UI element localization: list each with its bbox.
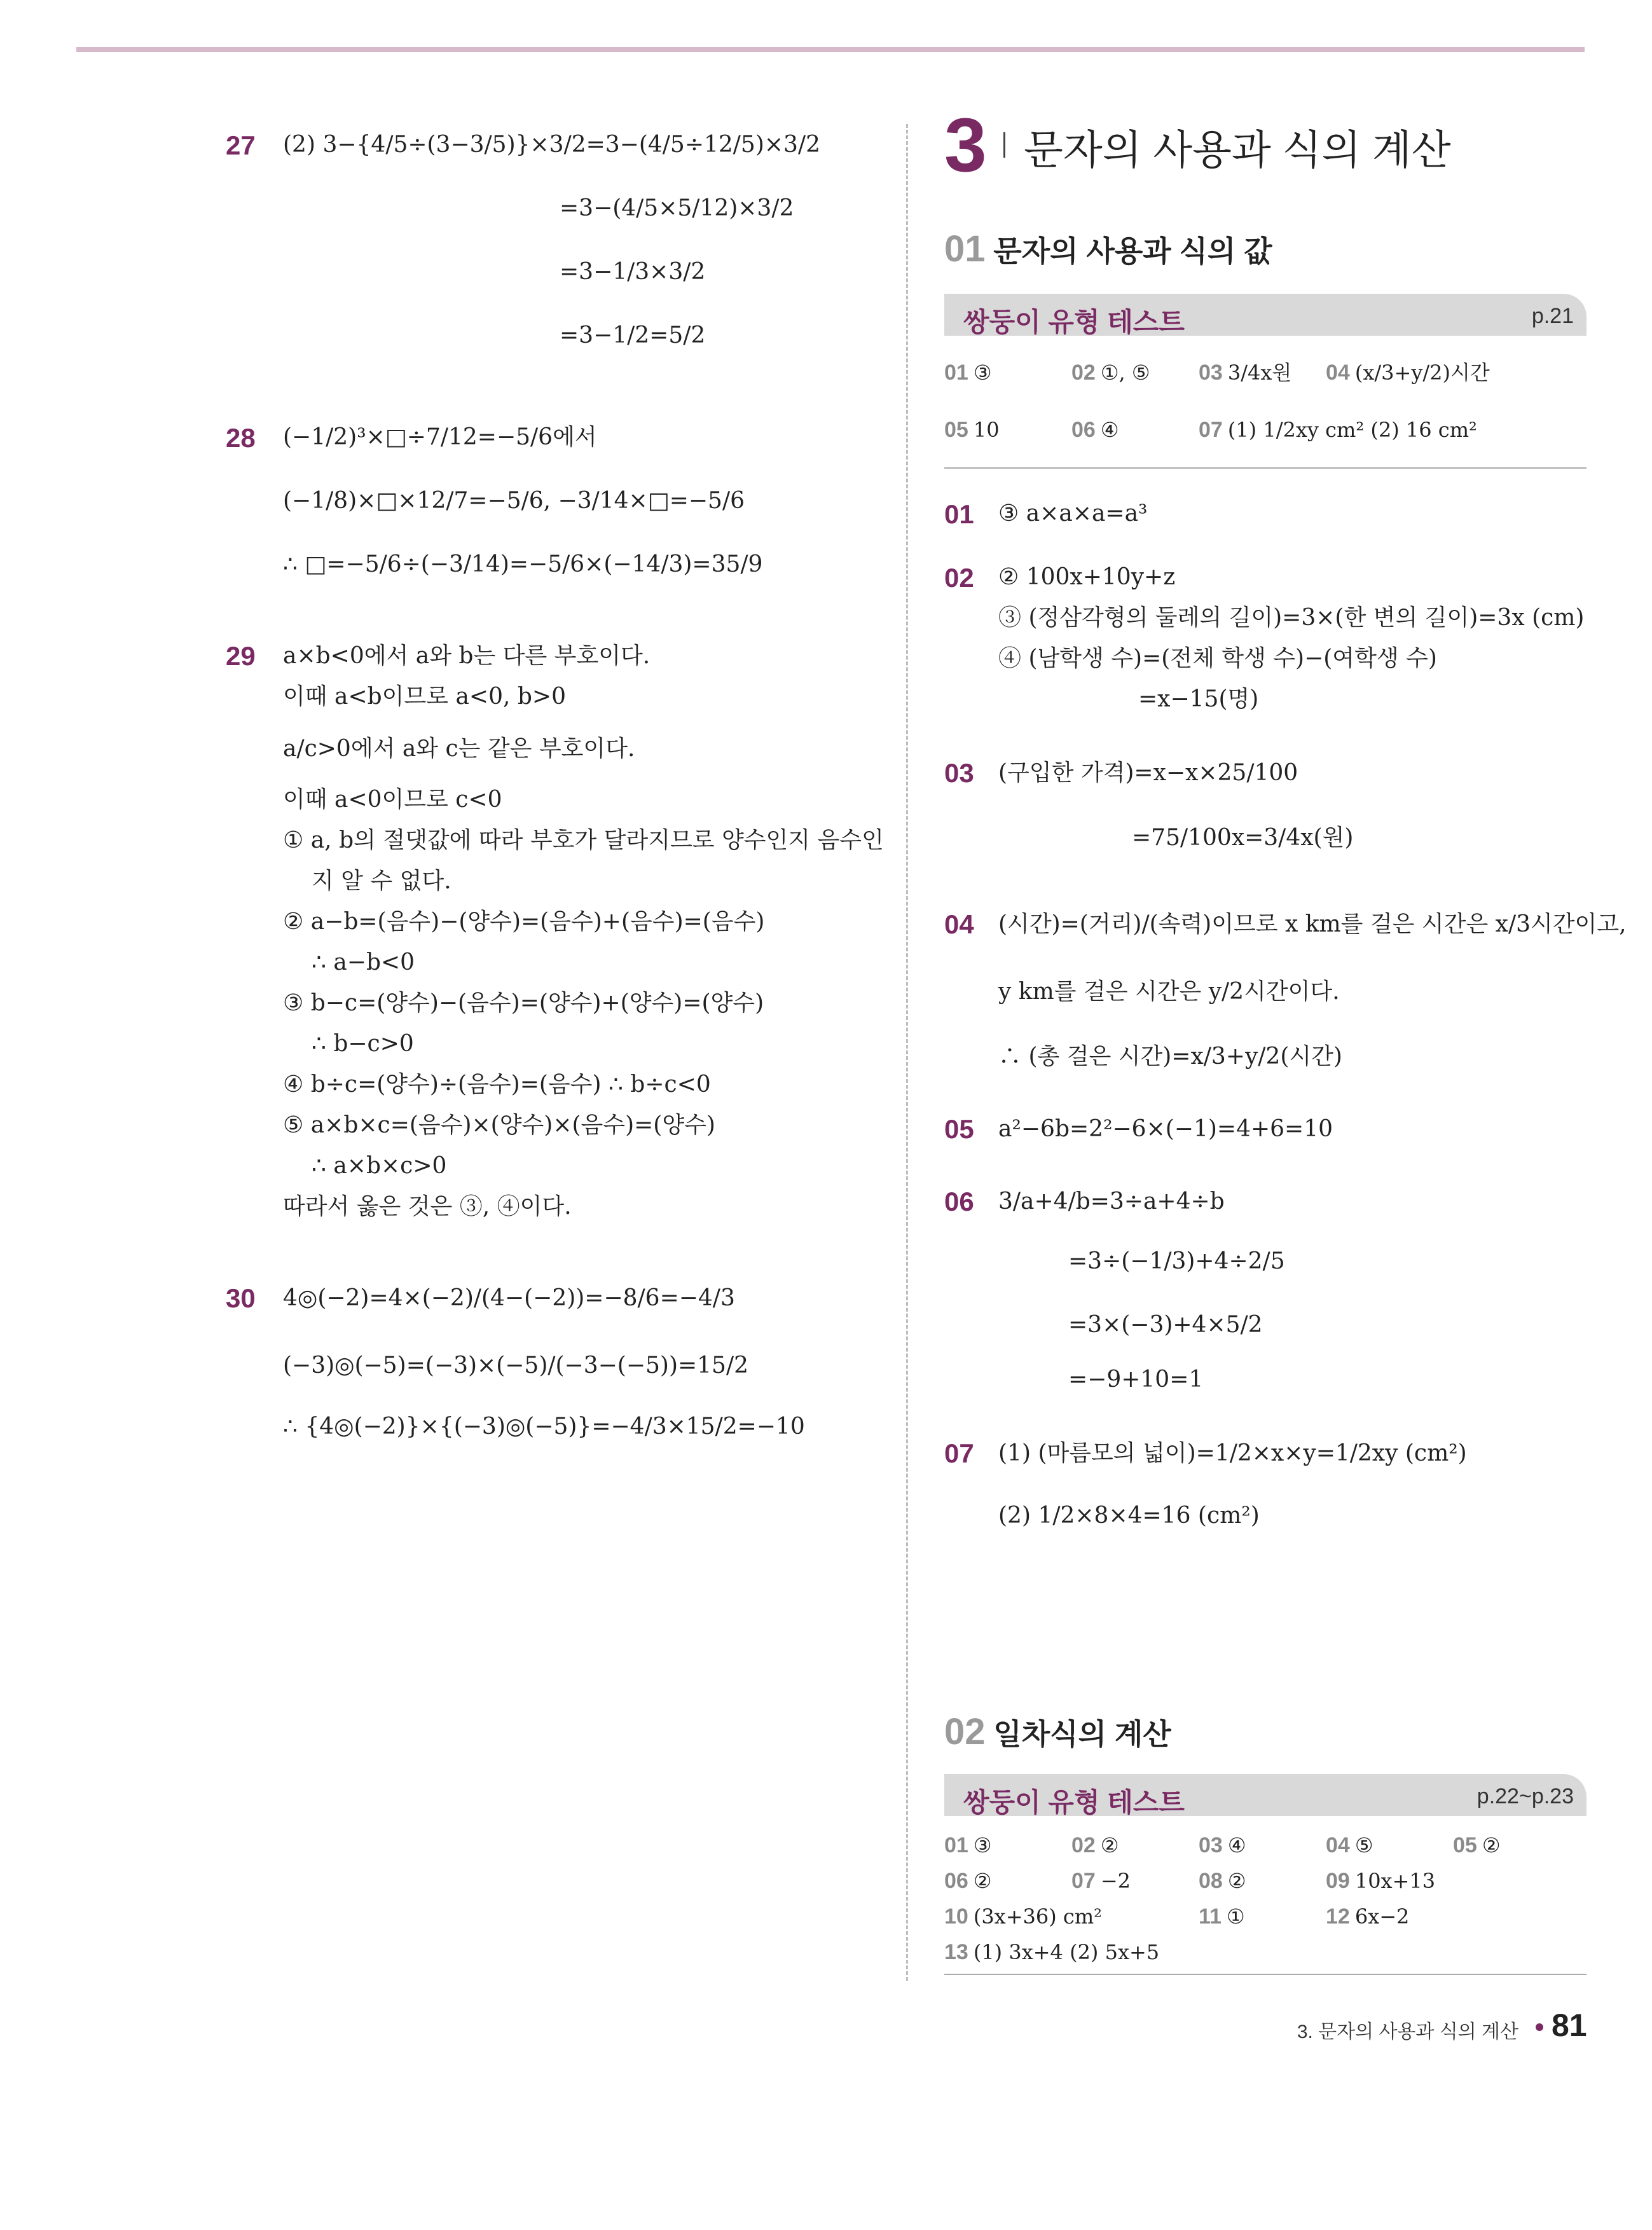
problem-number: 01 — [944, 499, 974, 529]
solution-line: (2) 1/2×8×4=16 (cm²) — [998, 1503, 1260, 1529]
solution-line: ④ b÷c=(양수)÷(음수)=(음수) ∴ b÷c<0 — [283, 1071, 711, 1098]
solution-line: (시간)=(거리)/(속력)이므로 x km를 걸은 시간은 x/3시간이고, — [998, 911, 1627, 937]
answer-item: 01 ③ — [944, 1833, 992, 1857]
test-band — [944, 294, 1587, 336]
solution-line: (구입한 가격)=x−x×25/100 — [998, 760, 1298, 786]
solution-line: =3−(4/5×5/12)×3/2 — [560, 195, 794, 221]
solution-line: (−1/8)×□×12/7=−5/6, −3/14×□=−5/6 — [283, 488, 745, 514]
solution-line: =3÷(−1/3)+4÷2/5 — [1068, 1248, 1285, 1274]
answer-item: 01 ③ — [944, 361, 992, 385]
solution-line: ③ (정삼각형의 둘레의 길이)=3×(한 변의 길이)=3x (cm) — [998, 605, 1585, 631]
problem-number: 28 — [226, 423, 256, 453]
answer-item: 11 ① — [1199, 1904, 1245, 1929]
solution-line: =3−1/2=5/2 — [560, 322, 706, 348]
answer-item: 12 6x−2 — [1326, 1904, 1410, 1929]
solution-line: ∴ a−b<0 — [312, 949, 415, 975]
solution-line: ∴ (총 걸은 시간)=x/3+y/2(시간) — [998, 1043, 1342, 1070]
solution-line: (2) 3−{4/5÷(3−3/5)}×3/2=3−(4/5÷12/5)×3/2 — [283, 132, 820, 158]
answer-item: 06 ② — [944, 1869, 992, 1893]
section-title: 문자의 사용과 식의 값 — [993, 235, 1272, 268]
section-heading — [944, 228, 1272, 270]
problem-number: 02 — [944, 563, 974, 593]
band-page-ref: p.22~p.23 — [1476, 1784, 1574, 1808]
answer-item: 03 3/4x원 — [1199, 361, 1292, 385]
footer-chapter-title: 3. 문자의 사용과 식의 계산 — [1297, 2021, 1518, 2042]
divider-line — [944, 1974, 1587, 1975]
answer-item: 10 (3x+36) cm² — [944, 1904, 1102, 1929]
solution-line: ② 100x+10y+z — [998, 564, 1176, 590]
section-heading — [944, 1710, 1171, 1753]
problem-number: 30 — [226, 1283, 256, 1313]
answer-item: 09 10x+13 — [1326, 1869, 1436, 1893]
problem-number: 27 — [226, 130, 256, 160]
solution-line: ③ b−c=(양수)−(음수)=(양수)+(양수)=(양수) — [283, 990, 764, 1016]
problem-number: 06 — [944, 1187, 974, 1216]
answer-item: 13 (1) 3x+4 (2) 5x+5 — [944, 1940, 1160, 1964]
solution-line: ⑤ a×b×c=(음수)×(양수)×(음수)=(양수) — [283, 1112, 715, 1138]
page-number: 81 — [1552, 2007, 1587, 2043]
problem-number: 03 — [944, 758, 974, 788]
solution-line: 이때 a<0이므로 c<0 — [283, 787, 502, 813]
divider-line — [944, 467, 1587, 469]
solution-line: ① a, b의 절댓값에 따라 부호가 달라지므로 양수인지 음수인 — [283, 827, 884, 853]
answer-item: 07 −2 — [1071, 1869, 1131, 1893]
answer-item: 03 ④ — [1199, 1833, 1246, 1857]
section-number: 01 — [944, 228, 986, 270]
answer-item: 04 (x/3+y/2)시간 — [1326, 361, 1490, 385]
solution-line: =3×(−3)+4×5/2 — [1068, 1312, 1263, 1338]
problem-number: 04 — [944, 909, 974, 939]
solution-line: 이때 a<b이므로 a<0, b>0 — [283, 684, 566, 710]
solution-line: a²−6b=2²−6×(−1)=4+6=10 — [998, 1116, 1333, 1142]
chapter-separator — [1003, 132, 1005, 158]
solution-line: a×b<0에서 a와 b는 다른 부호이다. — [283, 643, 650, 669]
solution-line: (−3)◎(−5)=(−3)×(−5)/(−3−(−5))=15/2 — [283, 1352, 748, 1379]
solution-line: ③ a×a×a=a³ — [998, 500, 1148, 527]
test-band — [944, 1774, 1587, 1816]
solution-line: (−1/2)³×□÷7/12=−5/6에서 — [283, 424, 597, 450]
answer-item: 06 ④ — [1071, 418, 1119, 442]
solution-line: ∴ a×b×c>0 — [312, 1153, 447, 1179]
solution-line: =−9+10=1 — [1068, 1366, 1204, 1393]
section-number: 02 — [944, 1711, 986, 1752]
solution-line: (1) (마름모의 넓이)=1/2×x×y=1/2xy (cm²) — [998, 1440, 1467, 1466]
answer-item: 02 ② — [1071, 1833, 1119, 1857]
answer-item: 07 (1) 1/2xy cm² (2) 16 cm² — [1199, 418, 1477, 442]
chapter-title: 문자의 사용과 식의 계산 — [1024, 127, 1451, 173]
solution-line: 따라서 옳은 것은 ③, ④이다. — [283, 1194, 572, 1220]
solution-line: ∴ □=−5/6÷(−3/14)=−5/6×(−14/3)=35/9 — [283, 551, 763, 577]
footer-bullet — [1536, 2023, 1543, 2031]
answer-item: 02 ①, ⑤ — [1071, 361, 1150, 385]
solution-line: ④ (남학생 수)=(전체 학생 수)−(여학생 수) — [998, 645, 1437, 671]
solution-line: =x−15(명) — [1138, 686, 1259, 712]
top-rule — [76, 47, 1585, 52]
solution-line: ② a−b=(음수)−(양수)=(음수)+(음수)=(음수) — [283, 909, 765, 935]
solution-line: =75/100x=3/4x(원) — [1132, 825, 1354, 851]
problem-number: 05 — [944, 1114, 974, 1144]
solution-line: 4◎(−2)=4×(−2)/(4−(−2))=−8/6=−4/3 — [283, 1285, 735, 1311]
solution-line: a/c>0에서 a와 c는 같은 부호이다. — [283, 736, 635, 762]
solution-line: ∴ {4◎(−2)}×{(−3)◎(−5)}=−4/3×15/2=−10 — [283, 1414, 805, 1440]
solution-line: 지 알 수 없다. — [312, 868, 451, 894]
solution-line: ∴ b−c>0 — [312, 1031, 414, 1057]
answer-item: 05 10 — [944, 418, 1000, 442]
answer-item: 05 ② — [1453, 1833, 1501, 1857]
solution-line: 3/a+4/b=3÷a+4÷b — [998, 1188, 1225, 1215]
solution-line: =3−1/3×3/2 — [560, 259, 706, 285]
section-title: 일차식의 계산 — [993, 1717, 1171, 1751]
band-title: 쌍둥이 유형 테스트 — [963, 1787, 1185, 1817]
solution-line: y km를 걸은 시간은 y/2시간이다. — [998, 979, 1340, 1005]
answer-item: 04 ⑤ — [1326, 1833, 1373, 1857]
band-title: 쌍둥이 유형 테스트 — [963, 307, 1185, 337]
problem-number: 29 — [226, 641, 256, 671]
problem-number: 07 — [944, 1438, 974, 1468]
chapter-number: 3 — [944, 102, 987, 188]
column-divider — [906, 124, 908, 1981]
answer-item: 08 ② — [1199, 1869, 1246, 1893]
band-page-ref: p.21 — [1531, 304, 1574, 328]
